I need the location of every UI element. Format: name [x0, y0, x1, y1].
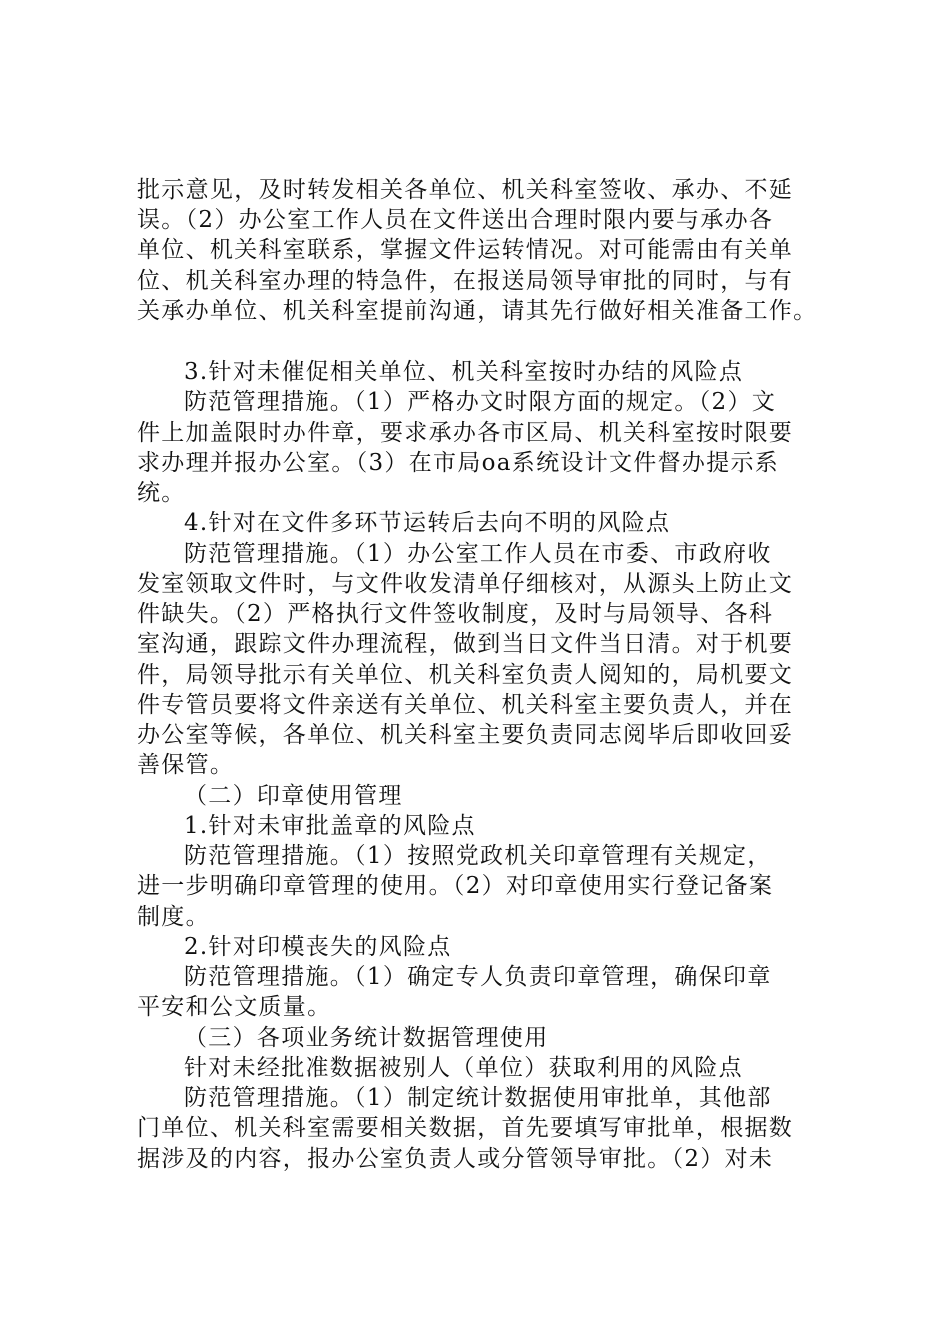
paragraph-line: 位、机关科室办理的特急件，在报送局领导审批的同时，与有	[137, 268, 794, 294]
paragraph-line: 件上加盖限时办件章，要求承办各市区局、机关科室按时限要	[137, 420, 794, 446]
paragraph-line: 室沟通，跟踪文件办理流程，做到当日文件当日清。对于机要	[137, 631, 794, 657]
paragraph-line: 据涉及的内容，报办公室负责人或分管领导审批。（2）对未	[137, 1146, 774, 1172]
paragraph-line: 进一步明确印章管理的使用。（2）对印章使用实行登记备案	[137, 873, 774, 899]
paragraph-line: 防范管理措施。（1）按照党政机关印章管理有关规定，	[184, 843, 772, 869]
paragraph-line: 防范管理措施。（1）制定统计数据使用审批单，其他部	[184, 1085, 772, 1111]
section-heading: 2.针对印模丧失的风险点	[184, 934, 452, 960]
paragraph-line: 统。	[137, 480, 186, 506]
paragraph-line: 防范管理措施。（1）确定专人负责印章管理，确保印章	[184, 964, 772, 990]
paragraph-line: 单位、机关科室联系，掌握文件运转情况。对可能需由有关单	[137, 237, 794, 263]
paragraph-line: 发室领取文件时，与文件收发清单仔细核对，从源头上防止文	[137, 571, 794, 597]
section-heading: （三）各项业务统计数据管理使用	[184, 1025, 549, 1051]
paragraph-line: 求办理并报办公室。（3）在市局oa系统设计文件督办提示系	[137, 450, 780, 476]
section-heading: 针对未经批准数据被别人（单位）获取利用的风险点	[184, 1055, 743, 1081]
section-heading: 1.针对未审批盖章的风险点	[184, 813, 476, 839]
paragraph-line: 误。（2）办公室工作人员在文件送出合理时限内要与承办各	[137, 207, 774, 233]
paragraph-line: 善保管。	[137, 752, 235, 778]
section-heading: （二）印章使用管理	[184, 783, 403, 809]
paragraph-line: 件，局领导批示有关单位、机关科室负责人阅知的，局机要文	[137, 662, 794, 688]
paragraph-line: 门单位、机关科室需要相关数据，首先要填写审批单，根据数	[137, 1115, 794, 1141]
paragraph-line: 件专管员要将文件亲送有关单位、机关科室主要负责人，并在	[137, 692, 794, 718]
paragraph-line: 批示意见，及时转发相关各单位、机关科室签收、承办、不延	[137, 177, 794, 203]
paragraph-line: 办公室等候，各单位、机关科室主要负责同志阅毕后即收回妥	[137, 722, 794, 748]
section-heading: 4.针对在文件多环节运转后去向不明的风险点	[184, 510, 671, 536]
paragraph-line: 件缺失。（2）严格执行文件签收制度，及时与局领导、各科	[137, 601, 774, 627]
section-heading: 3.针对未催促相关单位、机关科室按时办结的风险点	[184, 359, 744, 385]
paragraph-line: 防范管理措施。（1）办公室工作人员在市委、市政府收	[184, 541, 772, 567]
paragraph-line: 平安和公文质量。	[137, 994, 332, 1020]
paragraph-line: 防范管理措施。（1）严格办文时限方面的规定。（2）文	[184, 389, 777, 415]
paragraph-line: 制度。	[137, 904, 210, 930]
paragraph-line: 关承办单位、机关科室提前沟通，请其先行做好相关准备工作。	[137, 298, 818, 324]
